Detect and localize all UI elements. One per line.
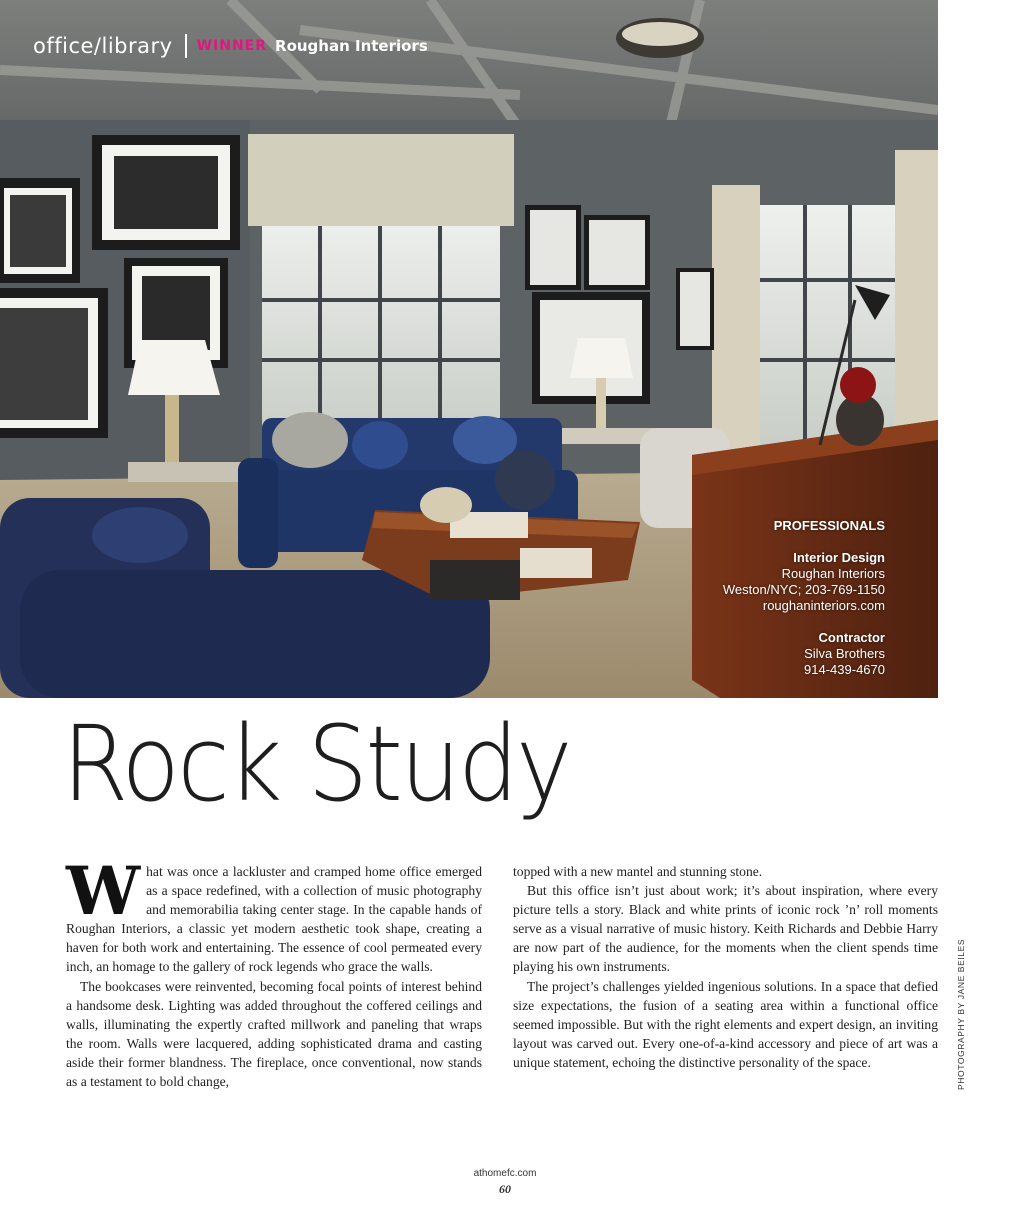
design-heading: Interior Design: [793, 550, 885, 565]
paragraph-4: The project’s challenges yielded ingenious solutions. In a space that defied size expectations, the fusion of a seating area within a functional office seemed impossible. But with the right elements and expert design, an inviting layout was carved out. Every one-of-a-kind accessory and piece of art was a unique statement, echoing the distinctive personality of the space.: [513, 978, 938, 1070]
contractor-heading: Contractor: [818, 630, 885, 645]
winner-label: WINNER: [196, 38, 268, 54]
design-phone: Weston/NYC; 203-769-1150: [722, 582, 885, 597]
professionals-credits: [723, 518, 885, 678]
body-column-right: [513, 862, 938, 1072]
winner-firm: Roughan Interiors: [275, 37, 428, 55]
page-number: 60: [499, 1182, 511, 1196]
drop-cap: W: [66, 852, 141, 930]
photo-credit: PHOTOGRAPHY BY JANE BEILES: [956, 938, 966, 1090]
contractor-name: Silva Brothers: [804, 646, 885, 661]
credits-title: PROFESSIONALS: [773, 518, 885, 533]
design-firm: Roughan Interiors: [781, 566, 885, 581]
contractor-phone: 914-439-4670: [804, 662, 885, 677]
design-website: roughaninteriors.com: [762, 598, 885, 613]
paragraph-1: [66, 852, 482, 977]
paragraph-2: The bookcases were reinvented, becoming focal points of interest behind a handsome desk. Lighting was added throughout the coffered ceilings and walls, illuminating the expertly crafted millwork and paneling that wraps the room. Walls were lacquered, adding sophisticated drama and casting aside their former blandness. The fireplace, once conventional, now stands as a testament to bold change,: [66, 978, 482, 1090]
footer-url: athomefc.com: [473, 1168, 537, 1179]
credits-spacer: [723, 614, 885, 630]
paragraph-2-continued: topped with a new mantel and stunning stone.: [513, 864, 763, 879]
section-name: office/library: [33, 34, 173, 58]
article-title: Rock Study: [62, 703, 570, 825]
section-header: [33, 34, 428, 58]
paragraph-3: But this office isn’t just about work; it’s about inspiration, where every picture tells a story. Black and white prints of iconic rock ’n’ roll moments serve as a visual narrative of music history. Keith Richards and Debbie Harry are now part of the audience, for the moments when the client spends time playing his own instruments.: [513, 883, 938, 975]
paragraph-1-text: hat was once a lackluster and cramped home office emerged as a space redefined, with a collection of music photography and memorabilia taking center stage. In the capable hands of Roughan Interiors, a classic yet modern aesthetic took shape, creating a haven for both work and entertaining. The essence of cool permeated every inch, an homage to the gallery of rock legends who grace the walls.: [66, 864, 482, 975]
body-column-left: [66, 852, 482, 1091]
header-divider: [185, 34, 187, 58]
